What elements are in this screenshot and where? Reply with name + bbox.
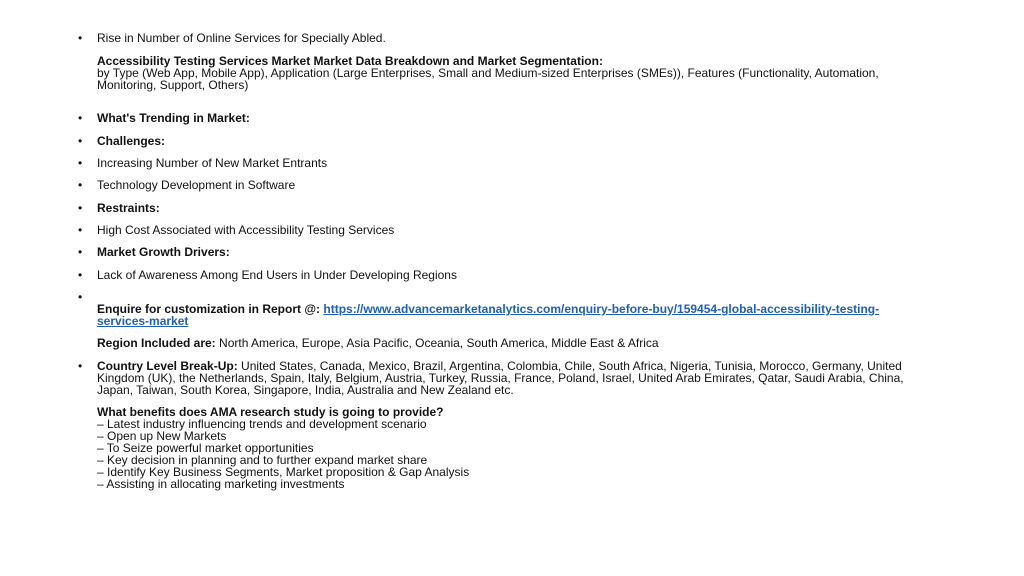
enquire-link-continuation bbox=[97, 315, 957, 327]
country-line-3: Japan, Taiwan, South Korea, Singapore, India, Australia and New Zealand etc. bbox=[97, 383, 514, 397]
high-cost-text: High Cost Associated with Accessibility Testing Services bbox=[97, 223, 395, 237]
drivers-heading: Market Growth Drivers: bbox=[97, 245, 230, 259]
benefits-heading: What benefits does AMA research study is going to provide? bbox=[97, 405, 444, 419]
bullet-marker: • bbox=[78, 359, 83, 373]
trending-heading: What's Trending in Market: bbox=[97, 111, 250, 125]
rise-text: Rise in Number of Online Services for Specially Abled. bbox=[97, 31, 386, 45]
benefit-item: – Assisting in allocating marketing investments bbox=[97, 477, 345, 491]
entrants-text: Increasing Number of New Market Entrants bbox=[97, 156, 328, 170]
region-line bbox=[97, 337, 957, 349]
enquire-line bbox=[97, 303, 957, 315]
restraints-heading: Restraints: bbox=[97, 201, 160, 215]
benefit-item: – Identify Key Business Segments, Market proposition & Gap Analysis bbox=[97, 465, 470, 479]
benefit-item: – Key decision in planning and to further expand market share bbox=[97, 453, 428, 467]
enquire-link[interactable]: https://www.advancemarketanalytics.com/enquiry-before-buy/159454-global-accessibility-testing- bbox=[323, 302, 880, 316]
enquire-link-2[interactable]: services-market bbox=[97, 314, 189, 328]
bullet-marker: • bbox=[78, 290, 83, 304]
bullet-marker: • bbox=[78, 31, 83, 45]
region-value: North America, Europe, Asia Pacific, Oceania, South America, Middle East & Africa bbox=[219, 336, 659, 350]
bullet-marker: • bbox=[78, 178, 83, 192]
bullet-marker: • bbox=[78, 223, 83, 237]
challenges-heading: Challenges: bbox=[97, 134, 166, 148]
country-value-1: United States, Canada, Mexico, Brazil, Argentina, Colombia, Chile, South Africa, Nigeria, Tunisia, Morocco, Germany, United bbox=[241, 359, 902, 373]
bullet-marker: • bbox=[78, 245, 83, 259]
enquire-label: Enquire for customization in Report @: bbox=[97, 302, 321, 316]
awareness-text: Lack of Awareness Among End Users in Under Developing Regions bbox=[97, 268, 457, 282]
benefit-item: – Latest industry influencing trends and development scenario bbox=[97, 417, 427, 431]
segmentation-heading: Accessibility Testing Services Market Market Data Breakdown and Market Segmentation: bbox=[97, 54, 603, 68]
segmentation-line-2: Monitoring, Support, Others) bbox=[97, 78, 249, 92]
bullet-marker: • bbox=[78, 134, 83, 148]
region-label: Region Included are: bbox=[97, 336, 216, 350]
bullet-marker: • bbox=[78, 156, 83, 170]
bullet-marker: • bbox=[78, 111, 83, 125]
country-line-2: Kingdom (UK), the Netherlands, Spain, Italy, Belgium, Austria, Turkey, Russia, France, Poland, Israel, United Arab Emirates, Qatar, Saudi Arabia, China, bbox=[97, 371, 904, 385]
benefit-item: – Open up New Markets bbox=[97, 429, 227, 443]
benefit-item: – To Seize powerful market opportunities bbox=[97, 441, 314, 455]
bullet-marker: • bbox=[78, 201, 83, 215]
bullet-marker: • bbox=[78, 268, 83, 282]
software-text: Technology Development in Software bbox=[97, 178, 296, 192]
country-label: Country Level Break-Up: bbox=[97, 359, 238, 373]
segmentation-line-1: by Type (Web App, Mobile App), Application (Large Enterprises, Small and Medium-sized Enterprises (SMEs)), Features (Functionality, Automation, bbox=[97, 66, 879, 80]
